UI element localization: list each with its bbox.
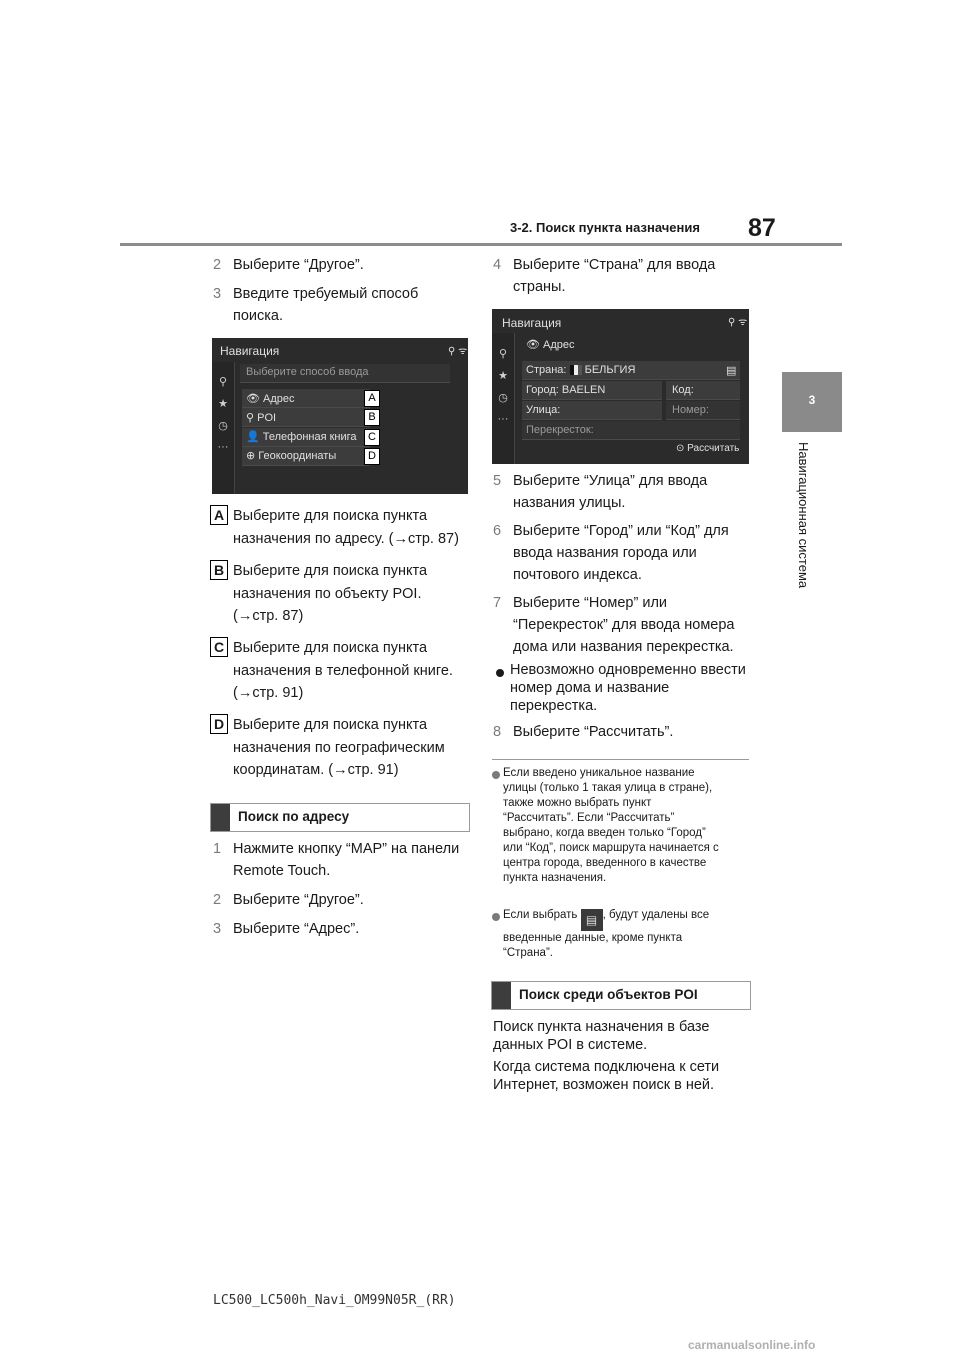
header-divider — [120, 243, 842, 246]
search-icon: ⚲ — [498, 348, 508, 360]
shot2-street: Улица: — [526, 404, 561, 416]
poi-para-2-l1: Когда система подключена к сети — [493, 1059, 720, 1075]
clear-icon: ▤ — [726, 365, 737, 377]
shot2-number: Номер: — [672, 404, 709, 416]
bullet-text-1: Невозможно одновременно ввести — [510, 662, 746, 678]
section-header-title: 3-2. Поиск пункта назначения — [510, 220, 700, 235]
eye-icon: 👁 — [526, 339, 540, 351]
step-6: 6 Выберите “Город” или “Код” для — [493, 523, 729, 539]
step-4: 4 Выберите “Страна” для ввода — [493, 257, 716, 273]
step-7: 7 Выберите “Номер” или — [493, 595, 668, 611]
callout-c: C — [364, 429, 380, 446]
callout-a: A — [364, 390, 380, 407]
desc-b-2: назначения по объекту POI. — [233, 586, 422, 602]
step-5-cont: названия улицы. — [513, 495, 626, 511]
poi-para-1-l1: Поиск пункта назначения в базе — [493, 1019, 710, 1035]
clock-icon: ◷ — [498, 392, 508, 404]
note-2: Если выбрать ▤ , будут удалены все введенные данные, кроме пункта “Страна”. — [503, 909, 710, 959]
bullet-text-2: номер дома и название — [510, 680, 670, 696]
address-step-1: 1 Нажмите кнопку “MAP” на панели — [213, 841, 460, 857]
desc-c-1: Выберите для поиска пункта — [233, 640, 428, 656]
address-step-3: 3 Выберите “Адрес”. — [213, 921, 360, 937]
desc-d-1: Выберите для поиска пункта — [233, 717, 428, 733]
desc-d-3: координатам. (→стр. 91) — [233, 762, 399, 778]
poi-para-1-l2: данных POI в системе. — [493, 1037, 648, 1053]
label-d: D — [210, 714, 228, 734]
watermark: carmanualsonline.info — [688, 1338, 816, 1352]
flag-icon — [570, 365, 582, 375]
shot2-title: Навигация — [502, 316, 562, 330]
shot-item-address: 👁 Адрес — [246, 393, 295, 405]
poi-para-2-l2: Интернет, возможен поиск в ней. — [493, 1077, 715, 1093]
step-7-cont2: дома или названия перекрестка. — [513, 639, 734, 655]
chapter-tab-number: 3 — [808, 393, 816, 407]
clock-icon: ◷ — [218, 420, 228, 432]
step-5: 5 Выберите “Улица” для ввода — [493, 473, 708, 489]
section-poi-search: Поиск среди объектов POI — [491, 981, 751, 1010]
route-icon: ⊙ — [676, 443, 685, 454]
signal-icon: ⚲ ᯤ — [728, 317, 748, 328]
step-7-cont1: “Перекресток” для ввода номера — [513, 617, 735, 633]
shot-item-geo: ⊕ Геокоординаты — [246, 450, 337, 462]
step-3-cont: поиска. — [233, 308, 284, 324]
shot-item-phonebook: 👤 Телефонная книга — [246, 431, 357, 443]
step-4-cont: страны. — [513, 279, 566, 295]
shot-item-poi: ⚲ POI — [246, 412, 277, 424]
desc-d-2: назначения по географическим — [233, 740, 445, 756]
more-icon: ··· — [497, 413, 509, 425]
shot2-city: Город: BAELEN — [526, 384, 606, 396]
eye-icon: 👁 — [246, 393, 260, 405]
section-address-search: Поиск по адресу — [210, 803, 470, 832]
address-step-2: 2 Выберите “Другое”. — [213, 892, 364, 908]
desc-c-3: (→стр. 91) — [233, 685, 304, 701]
label-b: B — [210, 560, 228, 580]
person-icon: 👤 — [246, 431, 260, 443]
screenshot-address-form — [492, 309, 749, 464]
shot2-country: Страна: БЕЛЬГИЯ — [526, 364, 636, 376]
step-2: 2 Выберите “Другое”. — [213, 257, 364, 273]
desc-c-2: назначения в телефонной книге. — [233, 663, 453, 679]
step-8: 8 Выберите “Рассчитать”. — [493, 724, 674, 740]
bullet-text-3: перекрестка. — [510, 698, 598, 714]
chapter-side-label: Навигационная система — [796, 442, 811, 589]
shot-subtitle: Выберите способ ввода — [246, 366, 369, 378]
callout-b: B — [364, 409, 380, 426]
shot2-subtitle: 👁 Адрес — [526, 339, 575, 351]
address-step-1-cont: Remote Touch. — [233, 863, 331, 879]
callout-d: D — [364, 448, 380, 465]
shot2-crossing: Перекресток: — [526, 424, 594, 436]
globe-icon: ⊕ — [246, 450, 256, 462]
notes-divider — [492, 759, 749, 760]
step-3: 3 Введите требуемый способ — [213, 286, 419, 302]
screenshot-input-method — [212, 338, 468, 494]
search-icon: ⚲ — [218, 376, 228, 388]
star-icon: ★ — [498, 370, 508, 382]
step-6-cont1: ввода названия города или — [513, 545, 697, 561]
desc-b-1: Выберите для поиска пункта — [233, 563, 428, 579]
desc-b-3: (→стр. 87) — [233, 608, 304, 624]
desc-a-2: назначения по адресу. (→стр. 87) — [233, 531, 459, 547]
step-6-cont2: почтового индекса. — [513, 567, 642, 583]
desc-a-1: Выберите для поиска пункта — [233, 508, 428, 524]
note-dot-1 — [492, 771, 500, 779]
footer-doc-code: LC500_LC500h_Navi_OM99N05R_(RR) — [213, 1293, 456, 1308]
shot2-code: Код: — [672, 384, 694, 396]
shot-title: Навигация — [220, 344, 280, 358]
pin-icon: ⚲ — [246, 412, 255, 424]
note-dot-2 — [492, 913, 500, 921]
more-icon: ··· — [217, 441, 229, 453]
note-1: Если введено уникальное название улицы (только 1 такая улица в стране), также можно выбрать пункт “Рассчитать”. Если “Рассчитать” выбрано, когда введен только “Город” или “Код”, поиск маршрута начинается с центра города, введенного в качестве пункта назначения. — [503, 767, 719, 884]
page-number: 87 — [748, 214, 776, 242]
clear-all-icon: ▤ — [581, 909, 603, 931]
label-c: C — [210, 637, 228, 657]
label-a: A — [210, 505, 228, 525]
signal-icon: ⚲ ᯤ — [448, 346, 468, 357]
shot2-calc: ⊙ Рассчитать — [676, 443, 740, 454]
bullet-point — [496, 669, 504, 677]
star-icon: ★ — [218, 398, 228, 410]
